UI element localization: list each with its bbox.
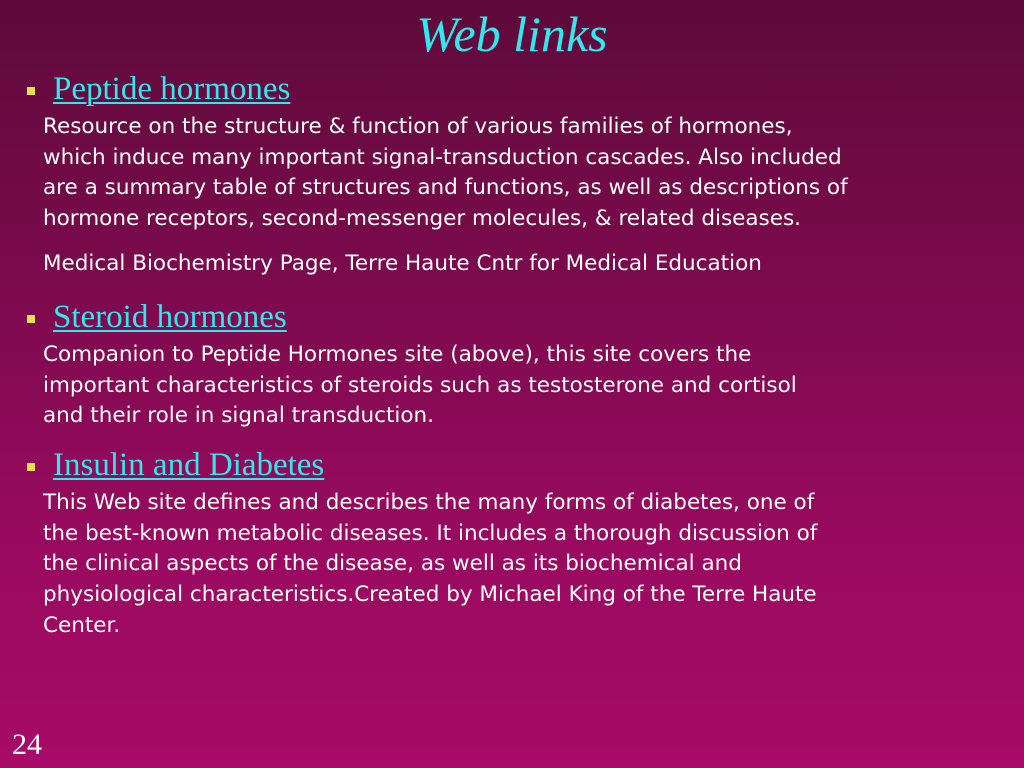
slide-number: 24: [12, 728, 42, 761]
steroid-hormones-description: [43, 340, 797, 432]
peptide-hormones-description: [43, 112, 848, 235]
source-line: Medical Biochemistry Page, Terre Haute Cntr for Medical Education: [43, 251, 762, 276]
insulin-and-diabetes-description: [43, 488, 817, 642]
slide-title: Web links: [416, 6, 608, 62]
description-line: hormone receptors, second-messenger molecules, & related diseases.: [43, 206, 802, 232]
description-line: This Web site defines and describes the many forms of diabetes, one of: [43, 490, 815, 515]
description-line: Center.: [43, 612, 121, 638]
peptide-hormones-source: [43, 249, 762, 280]
square-bullet-icon: [27, 87, 35, 95]
description-line: Companion to Peptide Hormones site (above), this site covers the: [43, 342, 752, 367]
peptide-hormones-link[interactable]: Peptide hormones: [53, 71, 291, 107]
description-line: the best-known metabolic diseases. It includes a thorough discussion of: [43, 520, 818, 546]
description-line: important characteristics of steroids such as testosterone and cortisol: [43, 372, 797, 398]
description-line: are a summary table of structures and functions, as well as descriptions of: [43, 175, 848, 201]
square-bullet-icon: [27, 315, 35, 323]
description-line: and their role in signal transduction.: [43, 403, 435, 429]
square-bullet-icon: [27, 463, 35, 471]
description-line: the clinical aspects of the disease, as well as its biochemical and: [43, 551, 742, 577]
description-line: Resource on the structure & function of various families of hormones,: [43, 114, 793, 139]
steroid-hormones-link[interactable]: Steroid hormones: [53, 299, 287, 335]
description-line: physiological characteristics.Created by Michael King of the Terre Haute: [43, 582, 817, 608]
description-line: which induce many important signal-transduction cascades. Also included: [43, 144, 842, 170]
insulin-and-diabetes-link[interactable]: Insulin and Diabetes: [53, 447, 325, 483]
